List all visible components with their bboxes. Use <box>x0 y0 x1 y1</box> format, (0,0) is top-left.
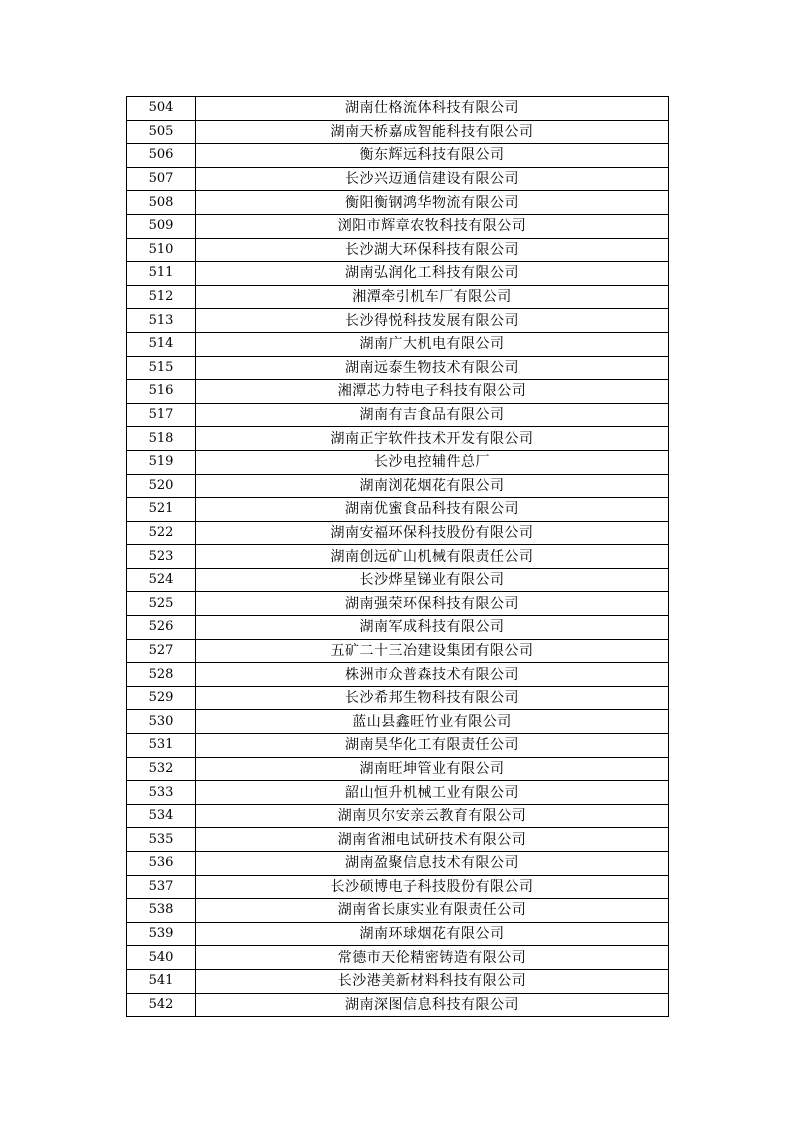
table-row <box>127 356 669 380</box>
table-row <box>127 875 669 899</box>
company-name: 湖南盈聚信息技术有限公司 <box>196 852 669 876</box>
table-row <box>127 899 669 923</box>
table-row <box>127 97 669 121</box>
company-name: 长沙希邦生物科技有限公司 <box>196 686 669 710</box>
row-number: 538 <box>127 899 196 923</box>
row-number: 520 <box>127 474 196 498</box>
company-name: 湖南创远矿山机械有限责任公司 <box>196 545 669 569</box>
company-name: 湖南军成科技有限公司 <box>196 616 669 640</box>
company-name: 长沙烨星锑业有限公司 <box>196 568 669 592</box>
table-row <box>127 309 669 333</box>
company-name: 湖南仕格流体科技有限公司 <box>196 97 669 121</box>
table-row <box>127 450 669 474</box>
row-number: 539 <box>127 922 196 946</box>
table-row <box>127 403 669 427</box>
table-row <box>127 214 669 238</box>
table-row <box>127 781 669 805</box>
row-number: 526 <box>127 616 196 640</box>
company-name: 衡东辉远科技有限公司 <box>196 144 669 168</box>
company-name: 湖南广大机电有限公司 <box>196 332 669 356</box>
row-number: 542 <box>127 993 196 1017</box>
company-name: 长沙湖大环保科技有限公司 <box>196 238 669 262</box>
table-row <box>127 993 669 1017</box>
company-name: 株洲市众普森技术有限公司 <box>196 663 669 687</box>
row-number: 515 <box>127 356 196 380</box>
company-name: 常德市天伦精密铸造有限公司 <box>196 946 669 970</box>
table-row <box>127 852 669 876</box>
table-row <box>127 167 669 191</box>
company-name: 湖南深图信息科技有限公司 <box>196 993 669 1017</box>
table-row <box>127 616 669 640</box>
company-name: 浏阳市辉章农牧科技有限公司 <box>196 214 669 238</box>
row-number: 517 <box>127 403 196 427</box>
table-row <box>127 804 669 828</box>
row-number: 522 <box>127 521 196 545</box>
company-name: 湖南环球烟花有限公司 <box>196 922 669 946</box>
row-number: 529 <box>127 686 196 710</box>
row-number: 540 <box>127 946 196 970</box>
company-name: 湖南有吉食品有限公司 <box>196 403 669 427</box>
company-name: 衡阳衡钢鸿华物流有限公司 <box>196 191 669 215</box>
row-number: 541 <box>127 969 196 993</box>
company-name: 长沙兴迈通信建设有限公司 <box>196 167 669 191</box>
row-number: 518 <box>127 427 196 451</box>
table-row <box>127 238 669 262</box>
row-number: 527 <box>127 639 196 663</box>
table-row <box>127 545 669 569</box>
table-row <box>127 734 669 758</box>
row-number: 530 <box>127 710 196 734</box>
company-name: 五矿二十三冶建设集团有限公司 <box>196 639 669 663</box>
company-name: 长沙硕博电子科技股份有限公司 <box>196 875 669 899</box>
table-row <box>127 568 669 592</box>
row-number: 531 <box>127 734 196 758</box>
row-number: 516 <box>127 380 196 404</box>
company-name: 湖南省长康实业有限责任公司 <box>196 899 669 923</box>
row-number: 521 <box>127 498 196 522</box>
company-name: 湖南正宇软件技术开发有限公司 <box>196 427 669 451</box>
row-number: 505 <box>127 120 196 144</box>
row-number: 508 <box>127 191 196 215</box>
row-number: 525 <box>127 592 196 616</box>
row-number: 512 <box>127 285 196 309</box>
company-name: 湖南优蜜食品科技有限公司 <box>196 498 669 522</box>
table-row <box>127 285 669 309</box>
row-number: 514 <box>127 332 196 356</box>
row-number: 533 <box>127 781 196 805</box>
table-row <box>127 946 669 970</box>
table-row <box>127 828 669 852</box>
company-name: 湖南远泰生物技术有限公司 <box>196 356 669 380</box>
row-number: 519 <box>127 450 196 474</box>
table-row <box>127 663 669 687</box>
row-number: 523 <box>127 545 196 569</box>
row-number: 532 <box>127 757 196 781</box>
company-name: 韶山恒升机械工业有限公司 <box>196 781 669 805</box>
table-row <box>127 262 669 286</box>
row-number: 507 <box>127 167 196 191</box>
table-row <box>127 521 669 545</box>
company-name: 湘潭芯力特电子科技有限公司 <box>196 380 669 404</box>
company-name: 蓝山县鑫旺竹业有限公司 <box>196 710 669 734</box>
row-number: 524 <box>127 568 196 592</box>
table-row <box>127 592 669 616</box>
company-name: 湖南旺坤管业有限公司 <box>196 757 669 781</box>
row-number: 528 <box>127 663 196 687</box>
company-list-table <box>126 96 669 1017</box>
company-name: 湖南强荣环保科技有限公司 <box>196 592 669 616</box>
table-row <box>127 427 669 451</box>
table-row <box>127 969 669 993</box>
table-row <box>127 639 669 663</box>
table-row <box>127 922 669 946</box>
table-row <box>127 710 669 734</box>
company-name: 湖南天桥嘉成智能科技有限公司 <box>196 120 669 144</box>
table-row <box>127 332 669 356</box>
row-number: 534 <box>127 804 196 828</box>
row-number: 511 <box>127 262 196 286</box>
table-row <box>127 120 669 144</box>
company-name: 湖南弘润化工科技有限公司 <box>196 262 669 286</box>
row-number: 513 <box>127 309 196 333</box>
table-row <box>127 474 669 498</box>
row-number: 509 <box>127 214 196 238</box>
table-row <box>127 498 669 522</box>
row-number: 510 <box>127 238 196 262</box>
table-body <box>127 97 669 1017</box>
company-name: 湖南省湘电试研技术有限公司 <box>196 828 669 852</box>
row-number: 535 <box>127 828 196 852</box>
company-name: 湖南贝尔安亲云教育有限公司 <box>196 804 669 828</box>
company-name: 长沙港美新材料科技有限公司 <box>196 969 669 993</box>
row-number: 506 <box>127 144 196 168</box>
table-row <box>127 191 669 215</box>
company-name: 湖南昊华化工有限责任公司 <box>196 734 669 758</box>
row-number: 504 <box>127 97 196 121</box>
company-name: 湖南安福环保科技股份有限公司 <box>196 521 669 545</box>
table-row <box>127 144 669 168</box>
table-row <box>127 380 669 404</box>
table-row <box>127 757 669 781</box>
company-name: 长沙得悦科技发展有限公司 <box>196 309 669 333</box>
table-row <box>127 686 669 710</box>
company-name: 湖南浏花烟花有限公司 <box>196 474 669 498</box>
company-name: 长沙电控辅件总厂 <box>196 450 669 474</box>
row-number: 536 <box>127 852 196 876</box>
company-name: 湘潭牵引机车厂有限公司 <box>196 285 669 309</box>
row-number: 537 <box>127 875 196 899</box>
